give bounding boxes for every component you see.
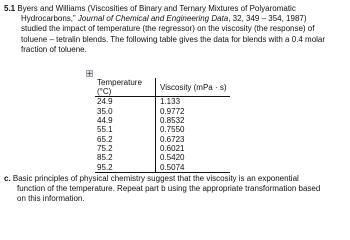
part-c-line-3: on this information. xyxy=(17,194,85,203)
move-arrows-icon xyxy=(87,71,92,76)
problem-line-1 xyxy=(4,4,344,14)
temperature-cell: 75.2 xyxy=(95,144,156,153)
problem-line-5: fraction of toluene. xyxy=(21,44,87,54)
citation-line2-end: , 32, 349 – 354, 1987) xyxy=(228,14,307,24)
viscosity-cell: 0.6021 xyxy=(160,143,185,153)
viscosity-header: Viscosity (mPa · s) xyxy=(156,78,231,97)
citation-start: Byers and Williams (Viscosities of Binary and Ternary Mixtures of Polyaromatic xyxy=(15,4,296,13)
table-row xyxy=(95,97,230,107)
table-header-row xyxy=(95,78,230,97)
table-row xyxy=(95,153,230,162)
viscosity-cell: 0.5074 xyxy=(156,162,231,172)
viscosity-cell: 0.5420 xyxy=(160,153,185,163)
part-c-line-2: function of the temperature. Repeat part b using the appropriate transformation based xyxy=(17,184,321,193)
journal-name: Journal of Chemical and Engineering Data xyxy=(77,14,229,24)
citation-line2-start: Hydrocarbons,” xyxy=(21,14,78,24)
temperature-cell: 65.2 xyxy=(95,135,156,144)
viscosity-cell: 0.9772 xyxy=(160,106,185,116)
part-c-line-1 xyxy=(4,174,344,184)
part-c-text: Basic principles of physical chemistry suggest that the viscosity is an exponential xyxy=(10,174,299,183)
viscosity-cell: 0.6723 xyxy=(160,134,185,144)
viscosity-cell: 1.133 xyxy=(160,97,181,107)
move-icon[interactable] xyxy=(86,70,93,77)
part-c-label: c. xyxy=(4,174,11,183)
part-c xyxy=(4,174,344,204)
table-row xyxy=(95,125,230,134)
viscosity-cell: 0.7550 xyxy=(160,125,185,135)
problem-number: 5.1 xyxy=(4,4,16,13)
temperature-cell: 95.2 xyxy=(95,162,156,172)
problem-line-3: studied the impact of temperature (the regressor) on the viscosity (the response) of xyxy=(21,24,315,34)
viscosity-cell: 0.8532 xyxy=(160,116,185,126)
table-row xyxy=(95,107,230,116)
table-row xyxy=(95,162,230,172)
problem-line-2 xyxy=(4,14,344,24)
table-row xyxy=(95,116,230,125)
temperature-cell: 35.0 xyxy=(95,107,156,116)
temperature-header: Temperature (°C) xyxy=(95,78,156,97)
temperature-cell: 24.9 xyxy=(95,97,156,107)
problem-line-4: toluene – tetralin blends. The following table gives the data for blends with a 0.4 molar xyxy=(21,34,326,44)
table-row xyxy=(95,135,230,144)
problem-statement xyxy=(4,4,344,55)
temperature-cell: 55.1 xyxy=(95,125,156,134)
table-row xyxy=(95,144,230,153)
temperature-cell: 44.9 xyxy=(95,116,156,125)
viscosity-table xyxy=(95,78,230,173)
temperature-cell: 85.2 xyxy=(95,153,156,162)
